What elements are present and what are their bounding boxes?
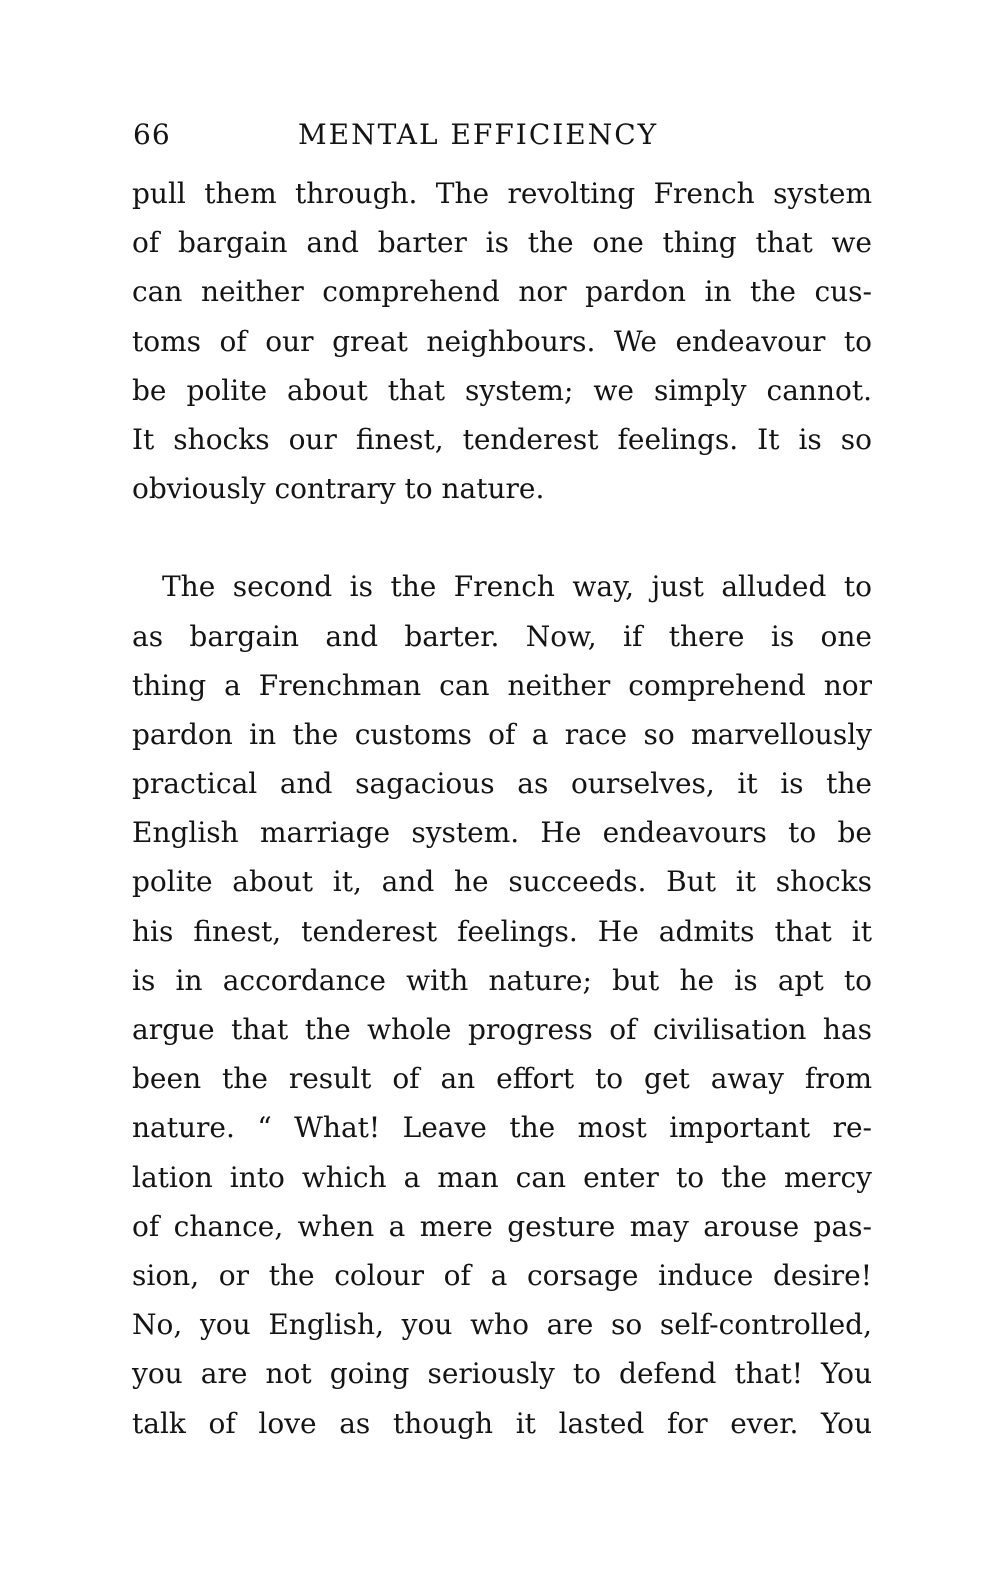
- paragraph-2: [132, 562, 872, 1447]
- text-line: as bargain and barter. Now, if there is one: [132, 619, 872, 653]
- text-line: thing a Frenchman can neither comprehend nor: [132, 668, 872, 702]
- paragraph-gap: [132, 513, 872, 562]
- text-line: obviously contrary to nature.: [132, 472, 545, 506]
- running-title: MENTAL EFFICIENCY: [298, 118, 659, 151]
- text-line: can neither comprehend nor pardon in the cus-: [132, 275, 872, 309]
- running-head: [128, 112, 708, 160]
- text-line: of chance, when a mere gesture may arouse pas-: [132, 1209, 872, 1243]
- text-line: polite about it, and he succeeds. But it shocks: [132, 865, 872, 899]
- text-line: lation into which a man can enter to the mercy: [132, 1160, 872, 1194]
- text-line: of bargain and barter is the one thing that we: [132, 226, 872, 260]
- paragraph-1: [132, 169, 872, 513]
- text-line: practical and sagacious as ourselves, it is the: [132, 767, 872, 801]
- text-line: pardon in the customs of a race so marvellously: [132, 717, 872, 751]
- text-line: pull them through. The revolting French system: [132, 177, 872, 210]
- text-line: toms of our great neighbours. We endeavour to: [132, 324, 872, 358]
- text-line: The second is the French way, just alluded to: [162, 570, 872, 604]
- text-line: be polite about that system; we simply cannot.: [132, 373, 872, 407]
- text-line: talk of love as though it lasted for ever. You: [132, 1406, 872, 1440]
- page-number: 66: [133, 118, 171, 151]
- text-line: sion, or the colour of a corsage induce desire!: [132, 1258, 872, 1292]
- text-line: English marriage system. He endeavours to be: [132, 816, 872, 850]
- text-line: No, you English, you who are so self-controlled,: [132, 1308, 872, 1342]
- text-line: It shocks our finest, tenderest feelings. It is so: [132, 422, 872, 456]
- text-line: been the result of an effort to get away from: [132, 1062, 872, 1096]
- text-line: his finest, tenderest feelings. He admits that it: [132, 914, 872, 948]
- text-line: argue that the whole progress of civilisation has: [132, 1013, 872, 1046]
- text-line: you are not going seriously to defend that! You: [132, 1357, 872, 1391]
- text-line: nature. “ What! Leave the most important re-: [132, 1111, 872, 1145]
- text-line: is in accordance with nature; but he is apt to: [132, 963, 872, 997]
- body-text: [132, 169, 872, 1448]
